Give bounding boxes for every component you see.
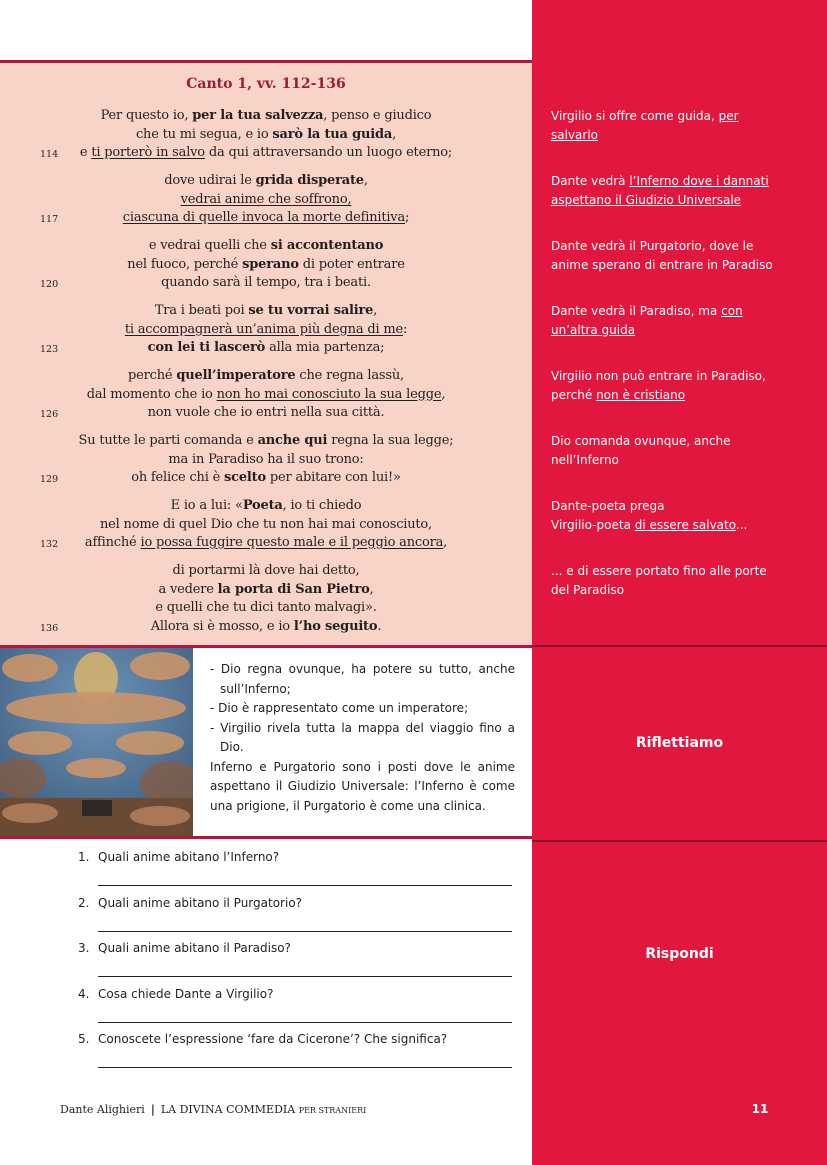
underlined-phrase: con (721, 304, 743, 318)
verse-line (0, 386, 532, 405)
note-line (551, 107, 811, 126)
question-text: Conoscete l’espressione ‘fare da Cicerone’? Che significa? (98, 1032, 448, 1046)
answer-line[interactable] (98, 1022, 512, 1023)
note-line (551, 191, 811, 210)
text-run: , (369, 581, 374, 597)
question-item (78, 896, 512, 942)
verse-number: 132 (40, 539, 59, 550)
answer-line[interactable] (98, 976, 512, 977)
right-divider (532, 840, 827, 842)
stanza (0, 432, 532, 488)
verse-line (0, 516, 532, 535)
underlined-phrase: l’Inferno dove i dannati (629, 174, 769, 188)
text-run: , io ti chiedo (282, 498, 362, 513)
text-run: dal momento che io (86, 386, 217, 402)
margin-note (551, 367, 811, 404)
questions-rule (0, 836, 532, 839)
text-run: e (79, 145, 92, 160)
question-item (78, 1032, 512, 1078)
text-run: che tu mi segua, e io (135, 126, 273, 142)
answer-line[interactable] (98, 931, 512, 932)
text-run: nel nome di quel Dio che tu non hai mai conosciuto, (99, 516, 432, 532)
underlined-phrase: vedrai anime che soffrono, (180, 191, 352, 207)
text-run: Dante vedrà (551, 174, 630, 188)
question-number: 1. (78, 850, 90, 864)
bold-phrase: l’ho seguito (293, 618, 378, 634)
stanza (0, 237, 532, 293)
reflection-item: - Virgilio rivela tutta la mappa del viaggio fino a Dio. (210, 720, 515, 754)
verse-line (0, 339, 532, 358)
text-run: a vedere (158, 581, 218, 597)
text-run: non vuole che io entri nella sua città. (147, 405, 385, 420)
stanza (0, 172, 532, 228)
text-run: da qui attraversando un luogo eterno; (204, 145, 453, 160)
note-line (551, 237, 811, 256)
bold-phrase: anche qui (257, 433, 328, 448)
verse-line (0, 581, 532, 600)
verse-number: 114 (40, 149, 59, 160)
text-run: regna la sua legge; (327, 433, 454, 448)
bold-phrase: con lei ti lascerò (147, 340, 266, 355)
text-run: dove udirai le (164, 173, 256, 188)
verse-line (0, 618, 532, 637)
question-number: 2. (78, 895, 90, 910)
riflettiamo-label: Riflettiamo (635, 735, 724, 751)
text-run: , penso e giudico (323, 108, 432, 123)
verse-line (0, 126, 532, 145)
questions-list (78, 850, 512, 1078)
reflection-item: - Dio è rappresentato come un imperatore; (210, 701, 469, 715)
underlined-phrase: io possa fuggire questo male e il peggio ancora (140, 535, 444, 550)
underlined-phrase: ti accompagnerà un’anima più degna di me (124, 321, 403, 337)
verse-line (0, 404, 532, 423)
footer-title: LA DIVINA COMMEDIA (160, 1103, 296, 1116)
page-number: 11 (751, 1102, 769, 1116)
text-run: Su tutte le parti comanda e (78, 433, 258, 448)
bold-phrase: sperano (242, 256, 299, 272)
text-run: di poter entrare (298, 256, 405, 272)
verse-line (0, 497, 532, 516)
note-line (551, 497, 811, 516)
text-run: per abitare con lui!» (265, 470, 401, 485)
note-line (551, 386, 811, 405)
text-run: alla mia partenza; (265, 340, 385, 355)
stanza (0, 302, 532, 358)
note-line (551, 432, 811, 451)
text-run: : (402, 321, 408, 337)
stanza (0, 497, 532, 553)
question-number: 3. (78, 941, 90, 955)
text-run: nel fuoco, perché (127, 256, 243, 272)
text-run: Per questo io, (100, 108, 193, 123)
verse-line (0, 562, 532, 581)
rispondi-label: Rispondi (645, 946, 714, 962)
text-run: Virgilio si offre come guida, (551, 109, 719, 123)
margin-note (551, 107, 811, 144)
bold-phrase: grida disperate (255, 173, 364, 188)
verse-line (0, 451, 532, 470)
text-run: che regna lassù, (295, 368, 404, 383)
verse-line (0, 367, 532, 386)
margin-note (551, 172, 811, 209)
text-run: , (441, 386, 446, 402)
verse-line (0, 599, 532, 618)
reflection-paragraph: Inferno e Purgatorio sono i posti dove le anime aspettano il Giudizio Universale: l’Inferno è come una prigione, il Purgatorio è come una clinica. (210, 759, 515, 813)
note-line (551, 562, 811, 581)
text-run: Virgilio-poeta (551, 517, 635, 532)
bold-phrase: sarò la tua guida (272, 126, 393, 142)
text-run: di portarmi là dove hai detto, (172, 563, 360, 578)
text-run: ... (735, 517, 748, 532)
verse-line (0, 469, 532, 488)
note-line (551, 172, 811, 191)
text-run: , (363, 173, 368, 188)
text-run: perché (551, 387, 597, 402)
margin-note (551, 497, 811, 534)
bold-phrase: Poeta (242, 498, 283, 513)
question-text: Cosa chiede Dante a Virgilio? (98, 986, 274, 1001)
margin-note (551, 237, 811, 274)
footer-subtitle: PER STRANIERI (298, 1106, 367, 1115)
note-line (551, 451, 811, 470)
stanza (0, 107, 532, 163)
margin-note (551, 302, 811, 339)
canto-title: Canto 1, vv. 112-136 (186, 76, 346, 92)
underlined-phrase: un’altra guida (551, 322, 636, 337)
note-line (551, 581, 811, 600)
note-line (551, 367, 811, 386)
last-judgment-painting (0, 648, 193, 836)
underlined-phrase: ciascuna di quelle invoca la morte definitiva (122, 210, 406, 225)
right-divider (532, 645, 827, 647)
question-number: 5. (78, 1032, 90, 1046)
verse-line (0, 191, 532, 210)
text-run: Allora si è mosso, e io (150, 618, 294, 634)
stanza (0, 367, 532, 423)
verse-number: 120 (40, 279, 59, 290)
text-run: Tra i beati poi (154, 303, 249, 318)
text-run: Dante vedrà il Paradiso, ma (551, 304, 722, 318)
text-run: , (443, 535, 448, 550)
verse-number: 136 (40, 622, 59, 634)
footer-author: Dante Alighieri (60, 1103, 145, 1116)
reflection-item: - Dio regna ovunque, ha potere su tutto, anche sull’Inferno; (210, 662, 515, 696)
verse-line (0, 209, 532, 228)
text-run: nell’Inferno (551, 452, 619, 467)
text-run: , (392, 126, 397, 142)
text-run: oh felice chi è (131, 470, 225, 485)
text-run: ; (405, 210, 410, 225)
text-run: E io a lui: « (170, 498, 243, 513)
note-line (551, 126, 811, 145)
bold-phrase: la porta di San Pietro (217, 581, 370, 597)
underlined-phrase: non ho mai conosciuto la sua legge (216, 386, 442, 402)
underlined-phrase: ti porterò in salvo (91, 145, 205, 160)
answer-line[interactable] (98, 1067, 512, 1068)
text-run: del Paradiso (551, 582, 625, 597)
bold-phrase: si accontentano (270, 238, 384, 253)
verse-line (0, 432, 532, 451)
margin-note (551, 432, 811, 469)
note-line (551, 321, 811, 340)
underlined-phrase: non è cristiano (596, 387, 686, 402)
margin-note (551, 562, 811, 599)
bold-phrase: se tu vorrai salire (248, 303, 374, 318)
text-run: Virgilio non può entrare in Paradiso, (551, 369, 766, 383)
question-item (78, 941, 512, 987)
verse-line (0, 144, 532, 163)
verse-line (0, 256, 532, 275)
verse-line (0, 302, 532, 321)
text-run: ... e di essere portato fino alle porte (551, 564, 767, 578)
bold-phrase: scelto (224, 470, 266, 485)
question-text: Quali anime abitano l’Inferno? (98, 850, 280, 864)
note-line (551, 256, 811, 275)
verse-number: 126 (40, 409, 59, 420)
question-number: 4. (78, 986, 90, 1001)
footer-separator: | (150, 1103, 155, 1116)
verse-line (0, 321, 532, 340)
bold-phrase: per la tua salvezza (192, 108, 324, 123)
note-line (551, 516, 811, 535)
underlined-phrase: aspettano il Giudizio Universale (551, 192, 742, 207)
question-item (78, 987, 512, 1033)
stanza (0, 562, 532, 636)
verse-line (0, 534, 532, 553)
reflection-text (210, 660, 515, 816)
verse-number: 129 (40, 474, 59, 485)
text-run: anime sperano di entrare in Paradiso (551, 257, 773, 272)
text-run: . (377, 618, 382, 634)
underlined-phrase: salvarlo (551, 127, 599, 142)
verse-line (0, 172, 532, 191)
text-run: Dio comanda ovunque, anche (551, 434, 731, 448)
verse-number: 117 (40, 214, 59, 225)
underlined-phrase: di essere salvato (634, 517, 736, 532)
verse-number: 123 (40, 344, 59, 355)
text-run: Dante-poeta prega (551, 499, 665, 513)
text-run: e vedrai quelli che (148, 238, 271, 253)
text-run: , (373, 303, 378, 318)
verse-line (0, 274, 532, 293)
note-line (551, 302, 811, 321)
text-run: Dante vedrà il Purgatorio, dove le (551, 239, 754, 253)
question-item (78, 850, 512, 896)
bold-phrase: quell’imperatore (176, 368, 296, 383)
text-run: e quelli che tu dici tanto malvagi». (155, 600, 377, 615)
text-run: affinché (84, 535, 141, 550)
answer-line[interactable] (98, 885, 512, 886)
text-run: perché (128, 368, 177, 383)
text-run: ma in Paradiso ha il suo trono: (168, 451, 364, 467)
footer (60, 1103, 366, 1116)
text-run: quando sarà il tempo, tra i beati. (161, 275, 371, 290)
question-text: Quali anime abitano il Paradiso? (98, 941, 291, 955)
verse-line (0, 107, 532, 126)
verse-line (0, 237, 532, 256)
question-text: Quali anime abitano il Purgatorio? (98, 895, 303, 910)
underlined-phrase: per (718, 109, 739, 123)
